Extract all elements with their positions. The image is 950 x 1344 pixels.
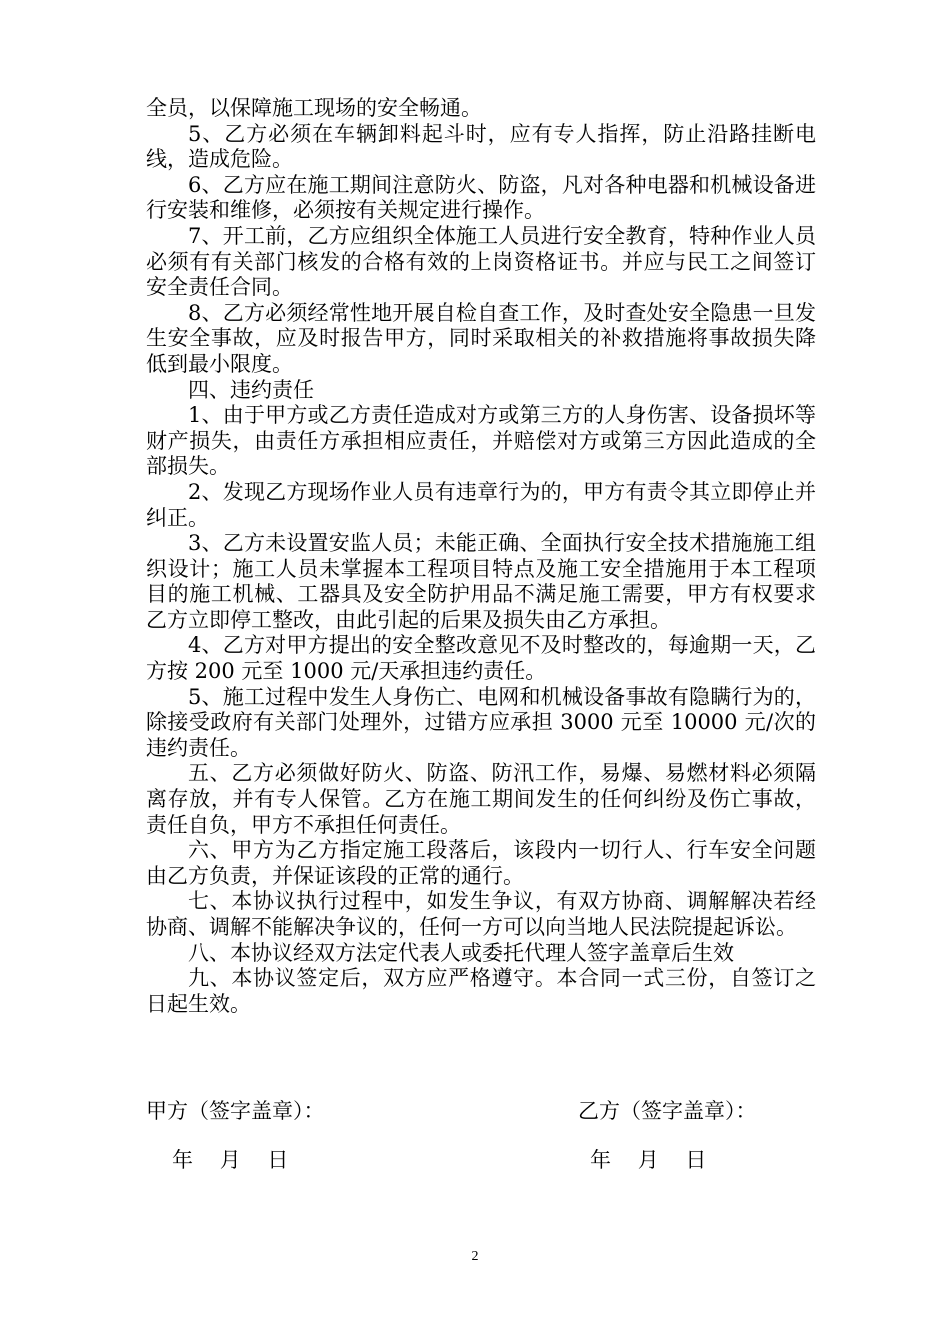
paragraph: 全员，以保障施工现场的安全畅通。 — [146, 96, 482, 120]
paragraph: 4、乙方对甲方提出的安全整改意见不及时整改的，每逾期一天，乙方按 200 元至 1000 元/天承担违约责任。 — [146, 633, 816, 684]
paragraph: 九、本协议签定后，双方应严格遵守。本合同一式三份，自签订之日起生效。 — [146, 966, 816, 1016]
paragraph: 五、乙方必须做好防火、防盗、防汛工作，易爆、易燃材料必须隔离存放，并有专人保管。乙方在施工期间发生的任何纠纷及伤亡事故，责任自负，甲方不承担任何责任。 — [146, 761, 816, 837]
page-number: 2 — [471, 1249, 479, 1264]
party-a-date: 年 月 日 — [172, 1148, 289, 1172]
paragraph: 3、乙方未设置安监人员；未能正确、全面执行安全技术措施施工组织设计；施工人员未掌握本工程项目特点及施工安全措施用于本工程项目的施工机械、工器具及安全防护用品不满足施工需要，甲方有权要求乙方立即停工整改，由此引起的后果及损失由乙方承担。 — [146, 531, 816, 632]
paragraph: 5、乙方必须在车辆卸料起斗时，应有专人指挥，防止沿路挂断电线，造成危险。 — [146, 121, 816, 172]
paragraph: 8、乙方必须经常性地开展自检自查工作，及时查处安全隐患一旦发生安全事故，应及时报告甲方，同时采取相关的补救措施将事故损失降低到最小限度。 — [146, 300, 816, 376]
paragraph: 7、开工前，乙方应组织全体施工人员进行安全教育，特种作业人员必须有有关部门核发的合格有效的上岗资格证书。并应与民工之间签订安全责任合同。 — [146, 223, 816, 300]
paragraph: 5、施工过程中发生人身伤亡、电网和机械设备事故有隐瞒行为的，除接受政府有关部门处理外，过错方应承担 3000 元至 10000 元/次的违约责任。 — [146, 684, 816, 760]
paragraph: 八、本协议经双方法定代表人或委托代理人签字盖章后生效 — [188, 940, 734, 965]
paragraph: 七、本协议执行过程中，如发生争议，有双方协商、调解解决若经协商、调解不能解决争议的，任何一方可以向当地人民法院提起诉讼。 — [146, 889, 816, 939]
paragraph: 四、违约责任 — [188, 377, 314, 402]
party-b-signature-label: 乙方（签字盖章）： — [578, 1099, 757, 1123]
paragraph: 6、乙方应在施工期间注意防火、防盗，凡对各种电器和机械设备进行安装和维修，必须按有关规定进行操作。 — [146, 172, 816, 223]
paragraph: 六、甲方为乙方指定施工段落后，该段内一切行人、行车安全问题由乙方负责，并保证该段的正常的通行。 — [146, 838, 816, 888]
paragraph: 2、发现乙方现场作业人员有违章行为的，甲方有责令其立即停止并纠正。 — [146, 479, 816, 530]
paragraph: 1、由于甲方或乙方责任造成对方或第三方的人身伤害、设备损坏等财产损失，由责任方承担相应责任，并赔偿对方或第三方因此造成的全部损失。 — [146, 403, 816, 479]
contract-body — [146, 96, 816, 1017]
party-b-date: 年 月 日 — [590, 1148, 707, 1172]
party-a-signature-label: 甲方（签字盖章）： — [146, 1099, 325, 1123]
